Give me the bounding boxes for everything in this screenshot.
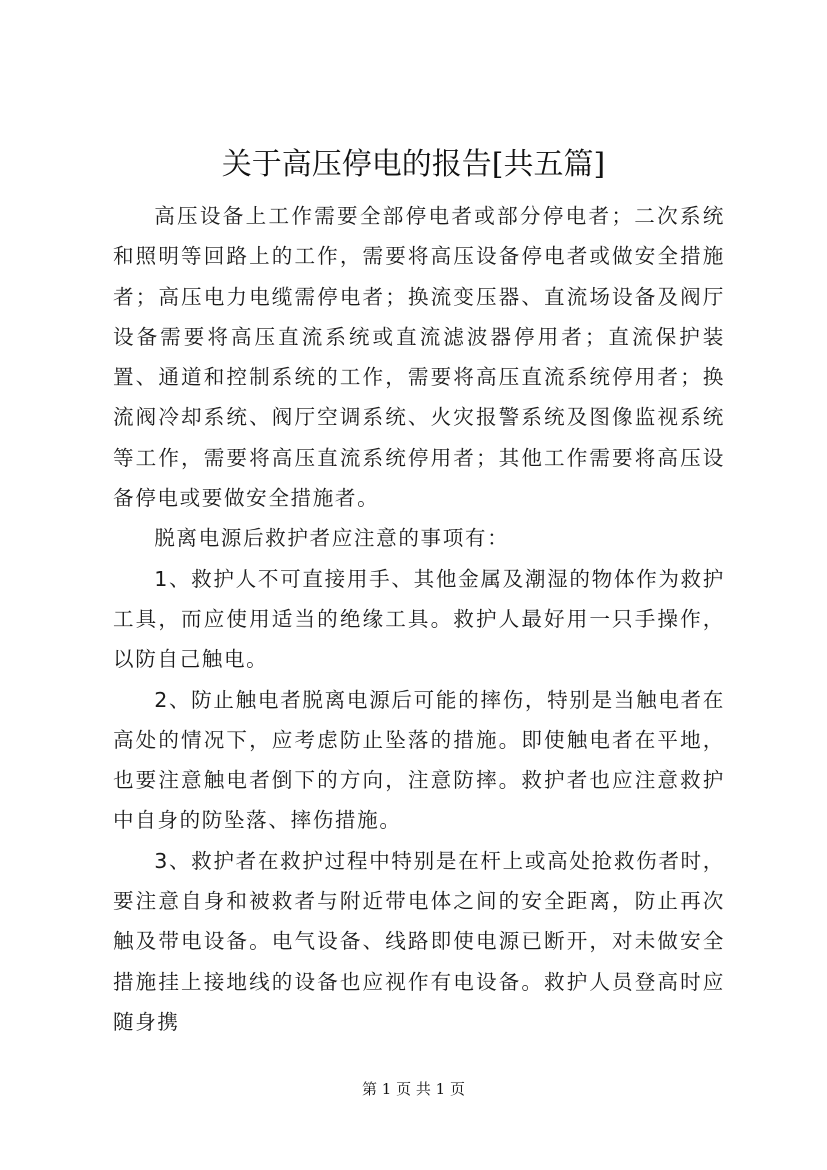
document-body (113, 196, 725, 1042)
paragraph-rescue-item-1: 1、救护人不可直接用手、其他金属及潮湿的物体作为救护工具，而应使用适当的绝缘工具。救护人最好用一只手操作，以防自己触电。 (113, 566, 725, 672)
document-title: 关于高压停电的报告[共五篇] (221, 147, 606, 182)
page-number-footer: 第 1 页 共 1 页 (362, 1080, 465, 1098)
paragraph-rescue-item-3: 3、救护者在救护过程中特别是在杆上或高处抢救伤者时，要注意自身和被救者与附近带电体之间的安全距离，防止再次触及带电设备。电气设备、线路即使电源已断开，对未做安全措施挂上接地线的设备也应视作有电设备。救护人员登高时应随身携 (113, 848, 725, 1034)
paragraph-power-outage-scope: 高压设备上工作需要全部停电者或部分停电者；二次系统和照明等回路上的工作，需要将高压设备停电者或做安全措施者；高压电力电缆需停电者；换流变压器、直流场设备及阀厅设备需要将高压直流系统或直流滤波器停用者；直流保护装置、通道和控制系统的工作，需要将高压直流系统停用者；换流阀冷却系统、阀厅空调系统、火灾报警系统及图像监视系统等工作，需要将高压直流系统停用者；其他工作需要将高压设备停电或要做安全措施者。 (113, 204, 725, 511)
paragraph-rescue-item-2: 2、防止触电者脱离电源后可能的摔伤，特别是当触电者在高处的情况下，应考虑防止坠落的措施。即使触电者在平地，也要注意触电者倒下的方向，注意防摔。救护者也应注意救护中自身的防坠落、摔伤措施。 (113, 687, 725, 833)
paragraph-rescue-notes-heading: 脱离电源后救护者应注意的事项有： (154, 526, 510, 551)
